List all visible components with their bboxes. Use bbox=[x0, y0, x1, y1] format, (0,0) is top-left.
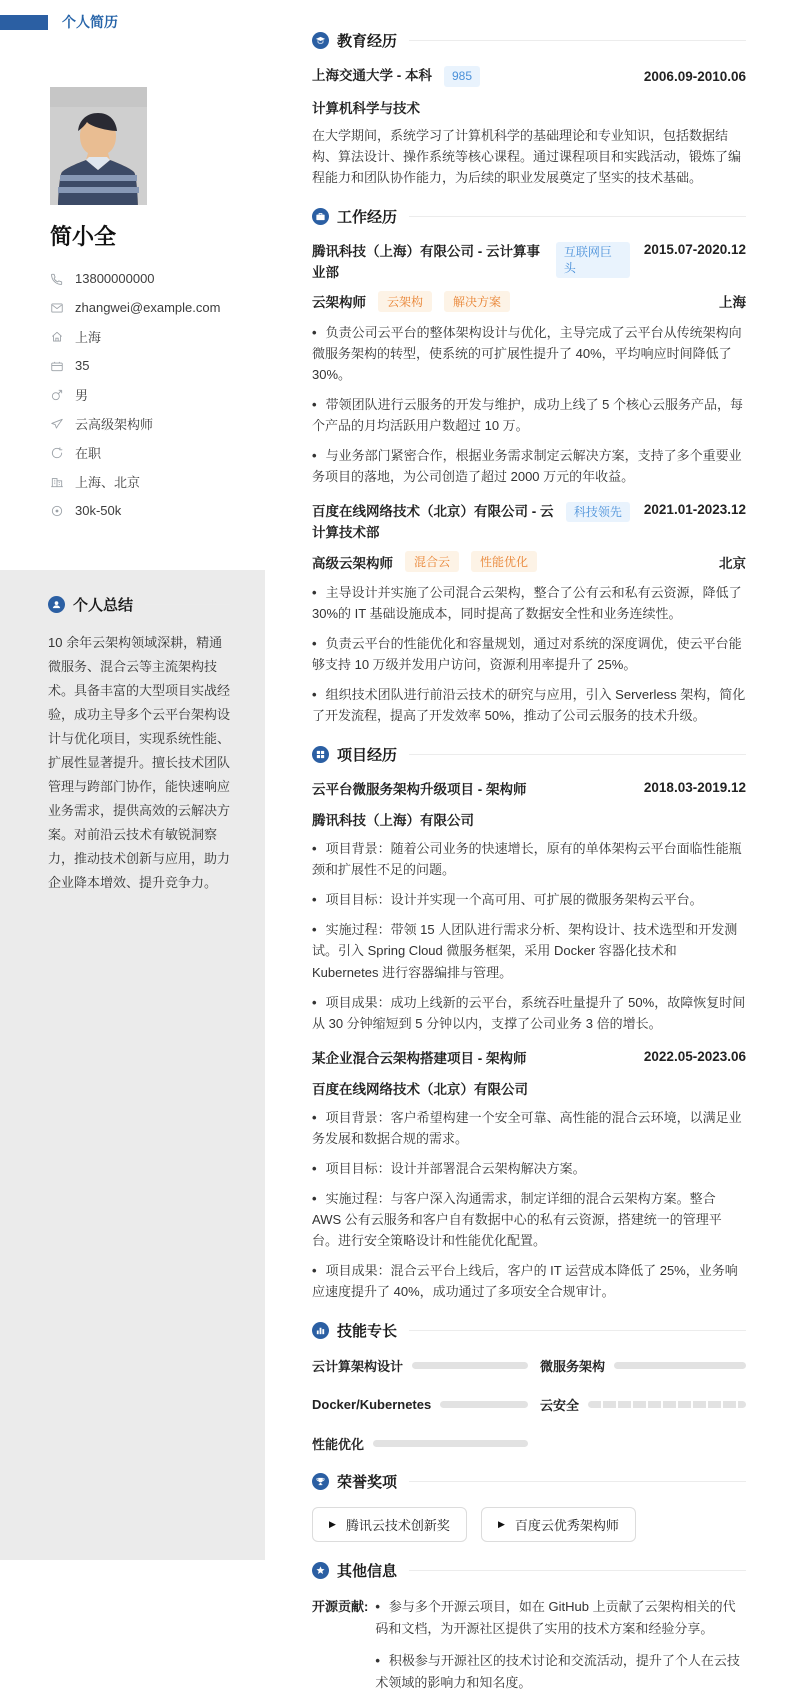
header-accent-bar bbox=[0, 15, 48, 30]
work-entry bbox=[312, 242, 746, 487]
contact-phone: 13800000000 bbox=[75, 271, 155, 286]
education-major: 计算机科学与技术 bbox=[312, 100, 420, 116]
education-header bbox=[312, 30, 746, 51]
company-name: 百度在线网络技术（北京）有限公司 - 云计算技术部 bbox=[312, 504, 554, 541]
grid-icon bbox=[312, 746, 329, 763]
skill-label: 性能优化 bbox=[312, 1436, 365, 1452]
honors-header bbox=[312, 1471, 746, 1492]
honor-pill[interactable] bbox=[481, 1507, 636, 1542]
project-date: 2018.03-2019.12 bbox=[643, 780, 746, 796]
projects-title: 项目经历 bbox=[337, 747, 398, 765]
project-bullet: • 实施过程：与客户深入沟通需求，制定详细的混合云架构方案。整合 AWS 公有云服务和客户自有数据中心的私有云资源，搭建统一的管理平台。进行安全策略设计和性能优化配置。 bbox=[312, 1190, 722, 1248]
project-name: 云平台微服务架构升级项目 - 架构师 bbox=[312, 782, 527, 798]
work-bullet: • 组织技术团队进行前沿云技术的研究与应用，引入 Serverless 架构，简化了开发流程，提高了开发效率 50%，推动了公司云服务的技术升级。 bbox=[312, 687, 746, 724]
star-icon bbox=[312, 1562, 329, 1579]
other-title: 其他信息 bbox=[337, 1562, 398, 1580]
skill-item bbox=[312, 1395, 528, 1414]
divider bbox=[145, 604, 230, 605]
bullet-dot: • bbox=[312, 892, 317, 908]
bullet-dot: • bbox=[375, 1598, 380, 1614]
contact-location: 上海 bbox=[75, 330, 102, 345]
skill-label: 微服务架构 bbox=[540, 1358, 606, 1374]
work-bullet: • 主导设计并实施了公司混合云架构，整合了公有云和私有云资源，降低了 30%的 IT 基础设施成本，同时提高了数据安全性和业务连续性。 bbox=[312, 585, 742, 622]
honor-label: 腾讯云技术创新奖 bbox=[345, 1517, 450, 1533]
project-company: 腾讯科技（上海）有限公司 bbox=[312, 813, 474, 829]
age-icon bbox=[50, 359, 64, 373]
contact-jobtitle: 云高级架构师 bbox=[75, 417, 154, 432]
contact-age: 35 bbox=[75, 358, 90, 373]
bullet-dot: • bbox=[312, 1190, 317, 1206]
school-tag: 985 bbox=[444, 66, 480, 86]
work-entry bbox=[312, 502, 746, 726]
bullet-dot: • bbox=[312, 841, 317, 857]
contact-row-phone bbox=[50, 264, 260, 293]
play-icon: ▶ bbox=[329, 1518, 336, 1529]
skill-item bbox=[312, 1356, 528, 1375]
bullet-dot: • bbox=[312, 585, 317, 601]
skill-bar bbox=[588, 1401, 746, 1408]
other-label: 开源贡献: bbox=[312, 1598, 369, 1614]
summary-text: 10 余年云架构领域深耕，精通微服务、混合云等主流架构技术。具备丰富的大型项目实战经验，成功主导多个云平台架构设计与优化项目，实现系统性能、扩展性显著提升。擅长技术团队管理与跨部门协作，能快速响应业务需求，提供高效的云解决方案。对前沿云技术有敏锐洞察力，推动技术创新与应用，助力企业降本增效、提升竞争力。 bbox=[48, 635, 231, 891]
contact-email: zhangwei@example.com bbox=[75, 300, 221, 315]
position-tag: 解决方案 bbox=[444, 291, 510, 312]
education-description: 在大学期间，系统学习了计算机科学的基础理论和专业知识，包括数据结构、算法设计、操作系统等核心课程。通过课程项目和实践活动，锻炼了编程能力和团队协作能力，为后续的职业发展奠定了坚实的技术基础。 bbox=[312, 127, 742, 186]
project-name: 某企业混合云架构搭建项目 - 架构师 bbox=[312, 1050, 527, 1066]
bullet-dot: • bbox=[312, 994, 317, 1010]
contact-row-gender bbox=[50, 380, 260, 409]
project-date: 2022.05-2023.06 bbox=[643, 1048, 746, 1064]
other-bullet: • 积极参与开源社区的技术讨论和交流活动，提升了个人在云技术领域的影响力和知名度。 bbox=[375, 1653, 740, 1691]
divider bbox=[409, 1481, 746, 1482]
education-entry-head bbox=[312, 66, 746, 87]
section-other bbox=[312, 1560, 746, 1704]
honors-title: 荣誉奖项 bbox=[337, 1473, 398, 1491]
work-location: 上海 bbox=[719, 295, 746, 311]
skill-label: 云安全 bbox=[540, 1397, 580, 1413]
bullet-dot: • bbox=[312, 397, 317, 413]
project-entry-head bbox=[312, 1049, 746, 1070]
other-header bbox=[312, 1560, 746, 1581]
skill-bar bbox=[440, 1401, 528, 1408]
project-bullet: • 项目成果：混合云平台上线后，客户的 IT 运营成本降低了 25%，业务响应速度提升了 40%，成功通过了多项安全合规审计。 bbox=[312, 1262, 738, 1299]
bullet-dot: • bbox=[312, 1262, 317, 1278]
contact-row-age bbox=[50, 351, 260, 380]
skill-item bbox=[540, 1395, 746, 1414]
home-icon bbox=[50, 330, 64, 344]
work-entry-head bbox=[312, 502, 746, 544]
contact-row-email bbox=[50, 293, 260, 322]
contact-status: 在职 bbox=[75, 446, 102, 461]
jobtitle-icon bbox=[50, 417, 64, 431]
contact-row-salary bbox=[50, 496, 260, 525]
work-bullet: • 负责云平台的性能优化和容量规划，通过对系统的深度调优，使云平台能够支持 10 万级并发用户访问，资源利用率提升了 25%。 bbox=[312, 636, 742, 673]
summary-panel bbox=[0, 570, 265, 1560]
page-header bbox=[0, 12, 118, 32]
section-honors bbox=[312, 1471, 746, 1542]
project-bullet: • 项目目标：设计并部署混合云架构解决方案。 bbox=[312, 1160, 586, 1176]
project-name-wrap bbox=[312, 1049, 630, 1070]
contact-gender: 男 bbox=[75, 388, 89, 403]
briefcase-icon bbox=[312, 208, 329, 225]
divider bbox=[409, 754, 746, 755]
company-tag: 互联网巨头 bbox=[556, 242, 630, 278]
status-icon bbox=[50, 446, 64, 460]
projects-header bbox=[312, 744, 746, 765]
work-location: 北京 bbox=[719, 555, 746, 571]
work-bullet: • 与业务部门紧密合作，根据业务需求制定云解决方案，支持了多个重要业务项目的落地，为公司创造了超过 2000 万元的年收益。 bbox=[312, 448, 742, 485]
position-title: 云架构师 bbox=[312, 295, 366, 311]
work-date: 2015.07-2020.12 bbox=[643, 242, 746, 258]
education-date: 2006.09-2010.06 bbox=[643, 68, 746, 84]
bullet-dot: • bbox=[312, 1160, 317, 1176]
contact-row-jobtitle bbox=[50, 409, 260, 438]
trophy-icon bbox=[312, 1473, 329, 1490]
skills-header bbox=[312, 1320, 746, 1341]
project-entry-head bbox=[312, 780, 746, 801]
company-name: 腾讯科技（上海）有限公司 - 云计算事业部 bbox=[312, 244, 540, 280]
divider bbox=[409, 40, 746, 41]
summary-header bbox=[48, 594, 230, 615]
position-title: 高级云架构师 bbox=[312, 555, 393, 571]
skill-item bbox=[540, 1356, 746, 1375]
section-skills bbox=[312, 1320, 746, 1453]
email-icon bbox=[50, 301, 64, 315]
contact-cities: 上海、北京 bbox=[75, 475, 141, 490]
page-title: 个人简历 bbox=[62, 14, 118, 30]
summary-title: 个人总结 bbox=[73, 597, 134, 614]
skill-label: Docker/Kubernetes bbox=[312, 1396, 432, 1412]
bullet-dot: • bbox=[312, 636, 317, 652]
work-company-wrap bbox=[312, 502, 630, 544]
contact-row-location bbox=[50, 322, 260, 351]
skill-item bbox=[312, 1434, 528, 1453]
work-company-wrap bbox=[312, 242, 630, 284]
skills-title: 技能专长 bbox=[337, 1322, 398, 1340]
work-header bbox=[312, 206, 746, 227]
project-bullet: • 实施过程：带领 15 人团队进行需求分析、架构设计、技术选型和开发测试。引入 Spring Cloud 微服务框架，采用 Docker 容器化技术和 Kubernetes 进行容器编排与管理。 bbox=[312, 922, 738, 980]
bullet-dot: • bbox=[312, 1109, 317, 1125]
work-position-row bbox=[312, 291, 746, 312]
main-column bbox=[312, 30, 746, 1704]
graduation-cap-icon bbox=[312, 32, 329, 49]
education-title: 教育经历 bbox=[337, 33, 398, 50]
profile-photo bbox=[50, 87, 147, 205]
honor-pill[interactable] bbox=[312, 1507, 467, 1542]
phone-icon bbox=[50, 272, 64, 286]
bar-chart-icon bbox=[312, 1322, 329, 1339]
divider bbox=[409, 1570, 746, 1571]
project-bullet: • 项目背景：客户希望构建一个安全可靠、高性能的混合云环境，以满足业务发展和数据合规的需求。 bbox=[312, 1109, 742, 1146]
salary-icon bbox=[50, 504, 64, 518]
contact-salary: 30k-50k bbox=[75, 503, 122, 518]
project-bullet: • 项目成果：成功上线新的云平台，系统吞吐量提升了 50%，故障恢复时间从 30 分钟缩短到 5 分钟以内，支撑了公司业务 3 倍的增长。 bbox=[312, 994, 746, 1031]
project-entry bbox=[312, 780, 746, 1033]
candidate-name: 简小全 bbox=[50, 224, 117, 249]
skill-bar bbox=[412, 1362, 528, 1369]
work-bullet: • 负责公司云平台的整体架构设计与优化，主导完成了云平台从传统架构向微服务架构的转型，使系统的可扩展性提升了 40%，平均响应时间降低了 30%。 bbox=[312, 324, 742, 382]
gender-icon bbox=[50, 388, 64, 402]
project-company: 百度在线网络技术（北京）有限公司 bbox=[312, 1081, 528, 1097]
bullet-dot: • bbox=[312, 448, 317, 464]
other-row bbox=[312, 1596, 746, 1704]
section-work bbox=[312, 206, 746, 726]
skills-grid bbox=[312, 1356, 746, 1453]
work-title: 工作经历 bbox=[337, 209, 398, 227]
other-bullets bbox=[375, 1596, 746, 1704]
bullet-dot: • bbox=[312, 922, 317, 938]
contact-list bbox=[50, 264, 260, 525]
other-bullet: • 参与多个开源云项目，如在 GitHub 上贡献了云架构相关的代码和文档，为开源社区提供了实用的技术方案和经验分享。 bbox=[375, 1598, 736, 1637]
honor-pills bbox=[312, 1507, 746, 1542]
skill-bar bbox=[614, 1362, 746, 1369]
person-icon bbox=[48, 596, 65, 613]
work-entry-head bbox=[312, 242, 746, 284]
play-icon: ▶ bbox=[497, 1518, 505, 1529]
position-tag: 性能优化 bbox=[471, 551, 537, 572]
skill-label: 云计算架构设计 bbox=[312, 1358, 404, 1374]
project-entry bbox=[312, 1049, 746, 1302]
project-bullet: • 项目目标：设计并实现一个高可用、可扩展的微服务架构云平台。 bbox=[312, 892, 703, 908]
divider bbox=[409, 216, 746, 217]
position-tag: 混合云 bbox=[405, 551, 459, 572]
skill-bar bbox=[373, 1440, 528, 1447]
city-icon bbox=[50, 475, 64, 489]
bullet-dot: • bbox=[312, 324, 317, 340]
bullet-dot: • bbox=[375, 1653, 380, 1669]
work-bullet: • 带领团队进行云服务的开发与维护，成功上线了 5 个核心云服务产品，每个产品的月均活跃用户数超过 10 万。 bbox=[312, 397, 744, 434]
bullet-dot: • bbox=[312, 687, 317, 703]
divider bbox=[409, 1330, 746, 1331]
project-bullet: • 项目背景：随着公司业务的快速增长，原有的单体架构云平台面临性能瓶颈和扩展性不足的问题。 bbox=[312, 841, 742, 878]
contact-row-cities bbox=[50, 467, 260, 496]
section-projects bbox=[312, 744, 746, 1302]
school-name: 上海交通大学 - 本科 bbox=[312, 68, 432, 83]
position-tag: 云架构 bbox=[378, 291, 432, 312]
contact-row-status bbox=[50, 438, 260, 467]
section-education bbox=[312, 30, 746, 188]
work-date: 2021.01-2023.12 bbox=[643, 502, 746, 518]
project-name-wrap bbox=[312, 780, 630, 801]
skills-grid-spacer bbox=[540, 1434, 746, 1453]
honor-label: 百度云优秀架构师 bbox=[514, 1517, 619, 1533]
company-tag: 科技领先 bbox=[566, 502, 630, 522]
work-position-row bbox=[312, 551, 746, 572]
